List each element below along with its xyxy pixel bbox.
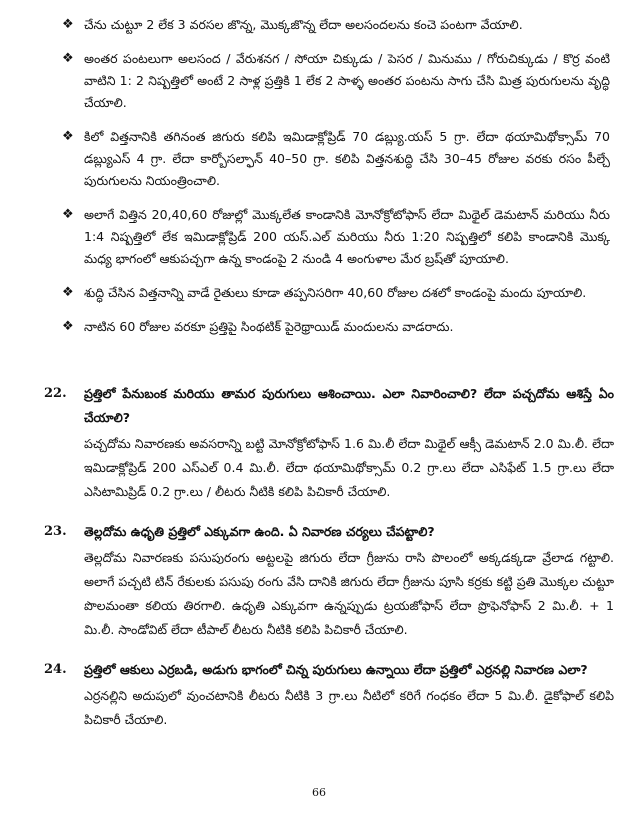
question-number: 24.	[44, 662, 67, 677]
diamond-bullet-icon: ❖	[62, 51, 74, 66]
diamond-bullet-icon: ❖	[62, 285, 74, 300]
bullet-text: చేను చుట్టూ 2 లేక 3 వరసల జొన్న, మొక్కజొన్న లేదా అలసందలను కంచె పంటగా వేయాలి.	[84, 17, 523, 32]
bullet-text: శుద్ధి చేసిన విత్తనాన్ని వాడే రైతులు కూడా తప్పనిసరిగా 40,60 రోజుల దశలో కాండంపై మందు పూయాలి.	[84, 285, 587, 300]
question-block-24	[44, 658, 614, 732]
bullet-list	[62, 14, 610, 350]
question-block-22	[44, 382, 614, 504]
diamond-bullet-icon: ❖	[62, 319, 74, 334]
question-number: 22.	[44, 386, 67, 401]
question-block-23	[44, 520, 614, 642]
question-text: ప్రత్తిలో పేనుబంక మరియు తామర పురుగులు ఆశించాయి. ఎలా నివారించాలి? లేదా పచ్చదోమ ఆశిస్తే ఏం చేయాలి?	[84, 386, 614, 425]
list-item	[62, 204, 610, 270]
bullet-text: అంతర పంటలుగా అలసంద / వేరుశనగ / సోయా చిక్కుడు / పెసర / మినుము / గోరుచిక్కుడు / కొర్ర వంటి వాటిని 1: 2 నిష్పత్తిలో అంటే 2 సాళ్ల ప్రత్తికి 1 లేక 2 సాళ్ళ అంతర పంటను సాగు చేసి మిత్ర పురుగులను వృద్ధి చేయాలి.	[84, 51, 610, 110]
list-item	[62, 48, 610, 114]
list-item	[62, 126, 610, 192]
list-item	[62, 282, 610, 304]
list-item	[62, 14, 610, 36]
answer-text: ఎర్రనల్లిని అదుపులో వుంచటానికి లీటరు నీటికి 3 గ్రా.లు నీటిలో కరిగే గంధకం లేదా 5 మి.లీ. డైకోఫాల్ కలిపి పిచికారీ చేయాలి.	[84, 688, 614, 727]
page-number: 66	[312, 786, 326, 799]
bullet-text: నాటిన 60 రోజుల వరకూ ప్రత్తిపై సింథటిక్ పైరెథ్రాయిడ్ మందులను వాడరాదు.	[84, 319, 454, 334]
answer-text: తెల్లదోమ నివారణకు పసుపురంగు అట్టలపై జిగురు లేదా గ్రీజును రాసి పొలంలో అక్కడక్కడా వ్రేలాడ గట్టాలి. అలాగే పచ్చటి టిన్ రేకులకు పసుపు రంగు వేసి దానికి జిగురు లేదా గ్రీజును పూసి కర్రకు కట్టి ప్రతి మొక్కల చుట్టూ పొలమంతా కలియ తిరగాలి. ఉధృతి ఎక్కువగా ఉన్నప్పుడు ట్రయజోఫాస్ లేదా ప్రొఫెనోఫాస్ 2 మి.లీ. + 1 మి.లీ. సాండోవిట్ లేదా టీపాల్ లీటరు నీటికి కలిపి పిచికారీ చేయాలి.	[84, 550, 614, 637]
diamond-bullet-icon: ❖	[62, 17, 74, 32]
answer-text: పచ్చదోమ నివారణకు అవసరాన్ని బట్టి మోనోక్రోటోఫాస్ 1.6 మి.లీ లేదా మిథైల్ ఆక్సీ డెమటాన్ 2.0 మి.లీ. లేదా ఇమిడాక్లోప్రిడ్ 200 ఎస్ఎల్ 0.4 మి.లీ. లేదా థయామిథోక్సామ్ 0.2 గ్రా.లు లేదా ఎసిఫేట్ 1.5 గ్రా.లు లేదా ఎసిటామిప్రిడ్ 0.2 గ్రా.లు / లీటరు నీటికి కలిపి పిచికారీ చేయాలి.	[84, 436, 614, 499]
list-item	[62, 316, 610, 338]
diamond-bullet-icon: ❖	[62, 207, 74, 222]
diamond-bullet-icon: ❖	[62, 129, 74, 144]
question-number: 23.	[44, 524, 67, 539]
question-text: తెల్లదోమ ఉధృతి ప్రత్తిలో ఎక్కువగా ఉంది. ఏ నివారణ చర్యలు చేపట్టాలి?	[84, 524, 435, 539]
question-text: ప్రత్తిలో ఆకులు ఎర్రబడి, అడుగు భాగంలో చిన్న పురుగులు ఉన్నాయి లేదా ప్రత్తిలో ఎర్రనల్లి నివారణ ఎలా?	[84, 662, 588, 677]
bullet-text: కిలో విత్తనానికి తగినంత జిగురు కలిపి ఇమిడాక్లోప్రిడ్ 70 డబ్ల్యు.యస్ 5 గ్రా. లేదా థయామిథోక్సామ్ 70 డబ్ల్యుఎస్ 4 గ్రా. లేదా కార్బోసల్ఫాన్ 40–50 గ్రా. కలిపి విత్తనశుద్ధి చేసి 30–45 రోజుల వరకు రసం పీల్చే పురుగులను నియంత్రించాలి.	[84, 129, 610, 188]
bullet-text: అలాగే విత్తిన 20,40,60 రోజుల్లో మొక్కలేత కాండానికి మోనోక్రోటోఫాస్ లేదా మిథైల్ డెమటాన్ మరియు నీరు 1:4 నిష్పత్తిలో లేక ఇమిడాక్లోప్రిడ్ 200 యస్.ఎల్ మరియు నీరు 1:20 నిష్పత్తిలో కలిపి కాండానికి మొక్క మధ్య భాగంలో ఆకుపచ్చగా ఉన్న కాండంపై 2 నుండి 4 అంగుళాల మేర బ్రష్‌తో పూయాలి.	[84, 207, 610, 266]
